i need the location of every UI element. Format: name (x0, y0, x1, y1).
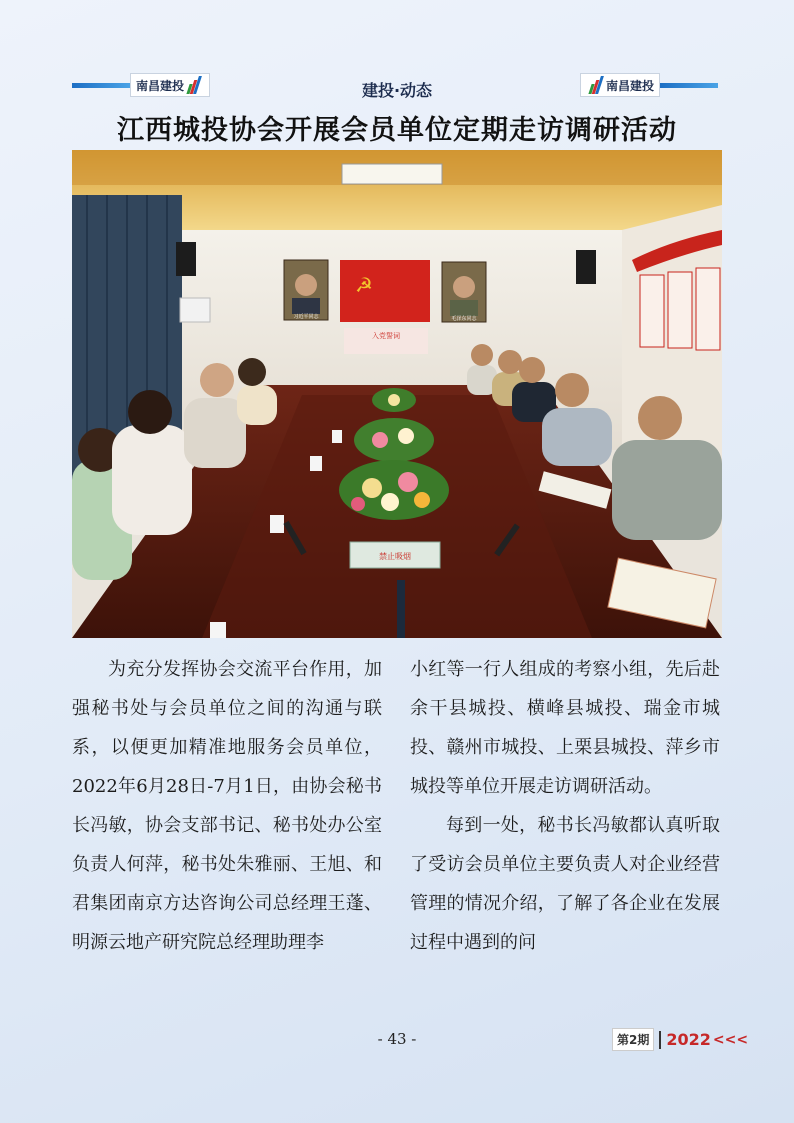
teacup (310, 456, 322, 471)
party-flag (340, 260, 430, 322)
paragraph: 小红等一行人组成的考察小组，先后赴余干县城投、横峰县城投、瑞金市城投、赣州市城投、上栗县城投、萍乡市城投等单位开展走访调研活动。 (410, 659, 720, 797)
article-title: 江西城投协会开展会员单位定期走访调研活动 (117, 115, 677, 146)
portrait-caption: 习近平同志 (293, 314, 319, 320)
meeting-photo (72, 150, 722, 638)
paragraph: 每到一处，秘书长冯敏都认真听取了受访会员单位主要负责人对企业经营管理的情况介绍，了解了各企业在发展过程中遇到的问 (410, 815, 720, 953)
display-board (668, 272, 692, 348)
oath-title: 入党誓词 (372, 332, 400, 340)
divider (659, 1031, 661, 1049)
ceiling-light (342, 164, 442, 184)
issue-year: 2022 (666, 1030, 711, 1049)
svg-text:☭: ☭ (355, 273, 373, 297)
portrait-caption: 毛泽东同志 (451, 316, 477, 322)
header-logo-right (580, 72, 718, 98)
speaker-right (576, 250, 596, 284)
air-conditioner (180, 298, 210, 322)
microphone (397, 580, 405, 638)
page-number: - 43 - (377, 1030, 417, 1048)
logo-box (580, 73, 660, 97)
logo-text: 南昌建投 (136, 78, 185, 93)
teacup (332, 430, 342, 443)
logo-text: 南昌建投 (606, 78, 655, 93)
article-column-right (410, 650, 720, 962)
section-title: 建投·动态 (361, 81, 433, 100)
issue-badge (612, 1028, 748, 1051)
chevron-icon: <<< (712, 1031, 749, 1048)
logo-stripe (660, 83, 718, 88)
paragraph: 为充分发挥协会交流平台作用，加强秘书处与会员单位之间的沟通与联系，以便更加精准地服务会员单位，2022年6月28日-7月1日，由协会秘书长冯敏，协会支部书记、秘书处办公室负责人何萍，秘书处朱雅丽、王旭、和君集团南京方达咨询公司总经理王蓬、明源云地产研究院总经理助理李 (72, 659, 382, 953)
display-board (696, 268, 720, 350)
teacup (270, 515, 284, 533)
issue-number: 第2期 (612, 1028, 654, 1051)
display-board (640, 275, 664, 347)
article-column-left (72, 650, 382, 962)
no-smoking-text: 禁止吸烟 (379, 552, 411, 561)
logo-mark-icon (589, 76, 603, 94)
teacup (210, 622, 226, 638)
speaker-left (176, 242, 196, 276)
